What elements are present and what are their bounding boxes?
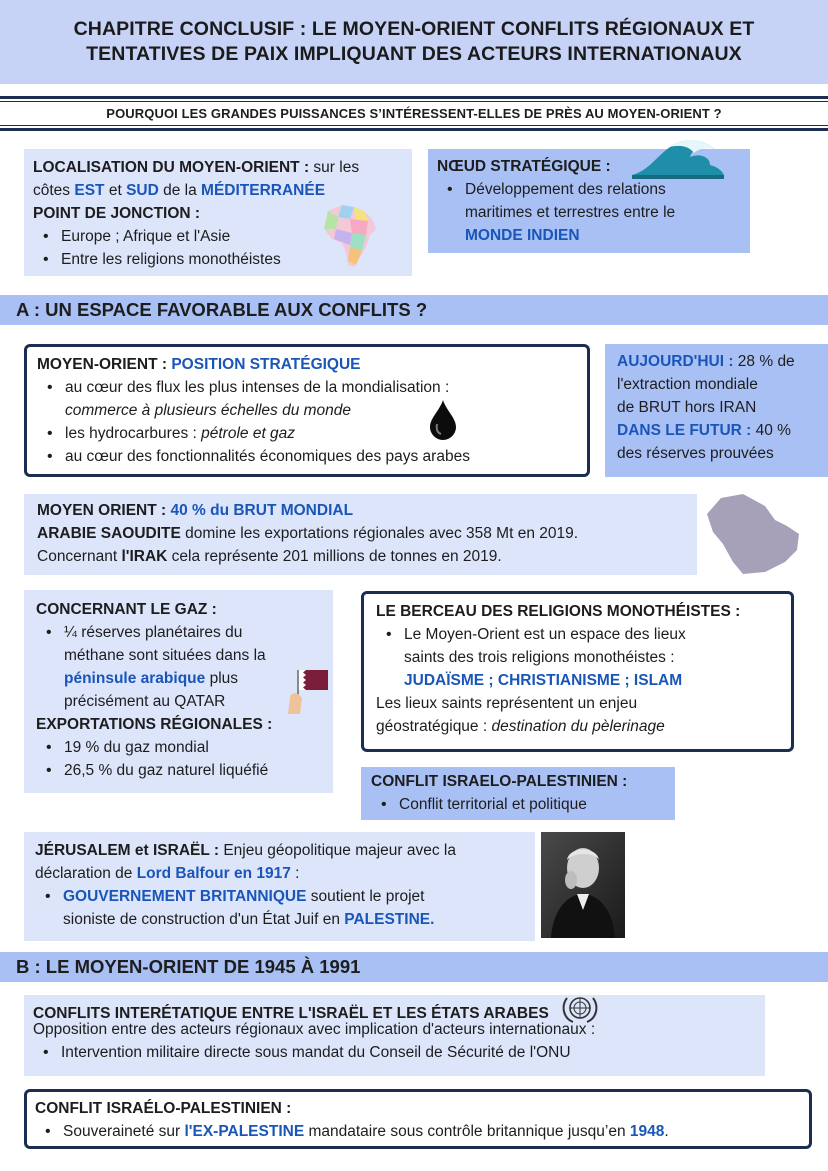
gaz-box [24, 590, 333, 793]
future-text2a: 40 % [751, 422, 791, 439]
position-item1: au cœur des flux les plus intenses de la mondialisation : [65, 379, 450, 396]
title-line-1: CHAPITRE CONCLUSIF : LE MOYEN-ORIENT CONFLITS RÉGIONAUX ET [73, 18, 755, 40]
page-title [74, 17, 755, 67]
interetat-label: CONFLITS INTERÉTATIQUE ENTRE L'ISRAËL ET LES ÉTATS ARABES [33, 1004, 549, 1022]
berceau-list [376, 623, 779, 692]
irak-label: l'IRAK [121, 548, 168, 565]
jerusalem-item1: soutient le projet [306, 888, 425, 905]
list-item [376, 623, 779, 692]
list-item [437, 178, 741, 247]
berceau-text-l1: Les lieux saints représentent un enjeu [376, 695, 638, 712]
today-text1c: de BRUT hors IRAN [617, 399, 757, 416]
jonction-label: POINT DE JONCTION : [33, 205, 201, 222]
conflit2-label: CONFLIT ISRAÉLO-PALESTINIEN : [35, 1100, 292, 1117]
conflit-label: CONFLIT ISRAELO-PALESTINIEN : [371, 773, 628, 790]
loc-et: et [104, 182, 127, 199]
future-text2b: des réserves prouvées [617, 445, 774, 462]
year-blue: 1948 [629, 1123, 665, 1140]
noeud-box [428, 149, 750, 253]
loc-med: MÉDITERRANÉE [201, 182, 326, 199]
berceau-label: LE BERCEAU DES RELIGIONS MONOTHÉISTES : [376, 603, 741, 620]
balfour-blue: Lord Balfour en 1917 [136, 865, 291, 882]
today-box [605, 344, 828, 477]
interetat-text: Opposition entre des acteurs régionaux avec implication d'acteurs internationaux : [33, 1021, 596, 1038]
position-item1-italic: commerce à plusieurs échelles du monde [65, 402, 352, 419]
future-label: DANS LE FUTUR : [617, 422, 752, 439]
section-b-title [0, 952, 828, 982]
question-text: POURQUOI LES GRANDES PUISSANCES S’INTÉRESSENT-ELLES DE PRÈS AU MOYEN-ORIENT ? [106, 106, 722, 121]
conflit2-box [24, 1089, 812, 1149]
list-item: • Entre les religions monothéistes [33, 248, 403, 271]
list-item [37, 376, 577, 422]
balfour-portrait-icon [541, 832, 625, 938]
noeud-line2: maritimes et terrestres entre le [465, 204, 676, 221]
section-b-text: B : LE MOYEN-ORIENT DE 1945 À 1991 [16, 956, 361, 977]
gaz-blue: péninsule arabique [64, 670, 206, 687]
brut-line3b: cela représente 201 millions de tonnes en 2019. [167, 548, 502, 565]
gaz-item-l4: précisément au QATAR [64, 693, 226, 710]
loc-sud: SUD [126, 182, 159, 199]
palestine-blue: PALESTINE. [344, 911, 435, 928]
interetat-list [33, 1041, 756, 1064]
list-item [35, 1120, 801, 1143]
list-item: • 19 % du gaz mondial [36, 736, 321, 759]
section-a-text: A : UN ESPACE FAVORABLE AUX CONFLITS ? [16, 299, 428, 320]
brut-line2: domine les exportations régionales avec 358 Mt en 2019. [180, 525, 579, 542]
berceau-box [361, 591, 794, 752]
conflit2-a: Souveraineté sur [63, 1123, 185, 1140]
position-item2: les hydrocarbures : [65, 425, 202, 442]
position-list [37, 376, 577, 468]
noeud-label: NŒUD STRATÉGIQUE : [437, 158, 611, 175]
oil-drop-icon [430, 400, 456, 440]
religions-blue: JUDAÏSME ; CHRISTIANISME ; ISLAM [404, 672, 683, 689]
question-bar [0, 96, 828, 131]
title-banner [0, 0, 828, 84]
jerusalem-list [35, 885, 524, 931]
title-line-2: TENTATIVES DE PAIX IMPLIQUANT DES ACTEURS INTERNATIONAUX [86, 43, 742, 65]
today-label: AUJOURD'HUI : [617, 353, 734, 370]
conflit-box [361, 767, 675, 820]
loc-label: LOCALISATION DU MOYEN-ORIENT : [33, 159, 310, 176]
list-item: • Conflit territorial et politique [371, 793, 665, 816]
conflit2-b: mandataire sous contrôle britannique jusqu’en [304, 1123, 630, 1140]
export-label: EXPORTATIONS RÉGIONALES : [36, 716, 273, 733]
list-item [37, 422, 577, 445]
gouv-blue: GOUVERNEMENT BRITANNIQUE [63, 888, 307, 905]
noeud-blue: MONDE INDIEN [465, 227, 580, 244]
list-item: • au cœur des fonctionnalités économiques des pays arabes [37, 445, 577, 468]
noeud-line1: Développement des relations [465, 181, 666, 198]
qatar-flag-icon [278, 668, 330, 714]
gaz-label: CONCERNANT LE GAZ : [36, 601, 217, 618]
saudi-map-icon [703, 492, 803, 576]
arabie-label: ARABIE SAOUDITE [37, 525, 181, 542]
list-item [35, 885, 524, 931]
brut-line3a: Concernant [37, 548, 122, 565]
interetat-box [24, 995, 765, 1076]
section-a-title [0, 295, 828, 325]
loc-est: EST [74, 182, 105, 199]
berceau-item-l1: Le Moyen-Orient est un espace des lieux [404, 626, 686, 643]
jerusalem-label: JÉRUSALEM et ISRAËL : [35, 842, 220, 859]
conflit-list [371, 793, 665, 816]
gaz-item-l1: ¼ réserves planétaires du [64, 624, 243, 641]
brut-label: MOYEN ORIENT : [37, 502, 167, 519]
conflit2-c: . [664, 1123, 669, 1140]
jerusalem-text3: : [290, 865, 300, 882]
list-item: • 26,5 % du gaz naturel liquéfié [36, 759, 321, 782]
export-list [36, 736, 321, 782]
jerusalem-text1: Enjeu géopolitique majeur avec la [219, 842, 456, 859]
berceau-text-l2a: géostratégique : [376, 718, 492, 735]
loc-text2: côtes [33, 182, 75, 199]
position-box [24, 344, 590, 477]
position-item2-italic: pétrole et gaz [201, 425, 296, 442]
conflit2-list [35, 1120, 801, 1143]
berceau-item-l2: saints des trois religions monothéistes : [404, 649, 675, 666]
ex-palestine-blue: l'EX-PALESTINE [184, 1123, 305, 1140]
jerusalem-text2: déclaration de [35, 865, 137, 882]
list-item: • Intervention militaire directe sous mandat du Conseil de Sécurité de l'ONU [33, 1041, 756, 1064]
list-item: • Europe ; Afrique et l'Asie [33, 225, 403, 248]
today-text1b: l'extraction mondiale [617, 376, 758, 393]
position-label: MOYEN-ORIENT : [37, 356, 168, 373]
loc-de: de la [158, 182, 202, 199]
brut-blue: 40 % du BRUT MONDIAL [170, 502, 354, 519]
today-text1a: 28 % de [733, 353, 795, 370]
gaz-item-l2: méthane sont situées dans la [64, 647, 266, 664]
brut-box [24, 494, 697, 575]
gaz-item-l3: plus [205, 670, 239, 687]
noeud-list [437, 178, 741, 247]
position-blue: POSITION STRATÉGIQUE [171, 356, 361, 373]
jerusalem-box [24, 832, 535, 941]
jerusalem-item2: sioniste de construction d'un État Juif en [63, 911, 345, 928]
wave-icon [630, 135, 726, 179]
africa-map-icon [320, 201, 380, 271]
localisation-box [24, 149, 412, 276]
berceau-text-italic: destination du pèlerinage [491, 718, 665, 735]
loc-text: sur les [309, 159, 360, 176]
